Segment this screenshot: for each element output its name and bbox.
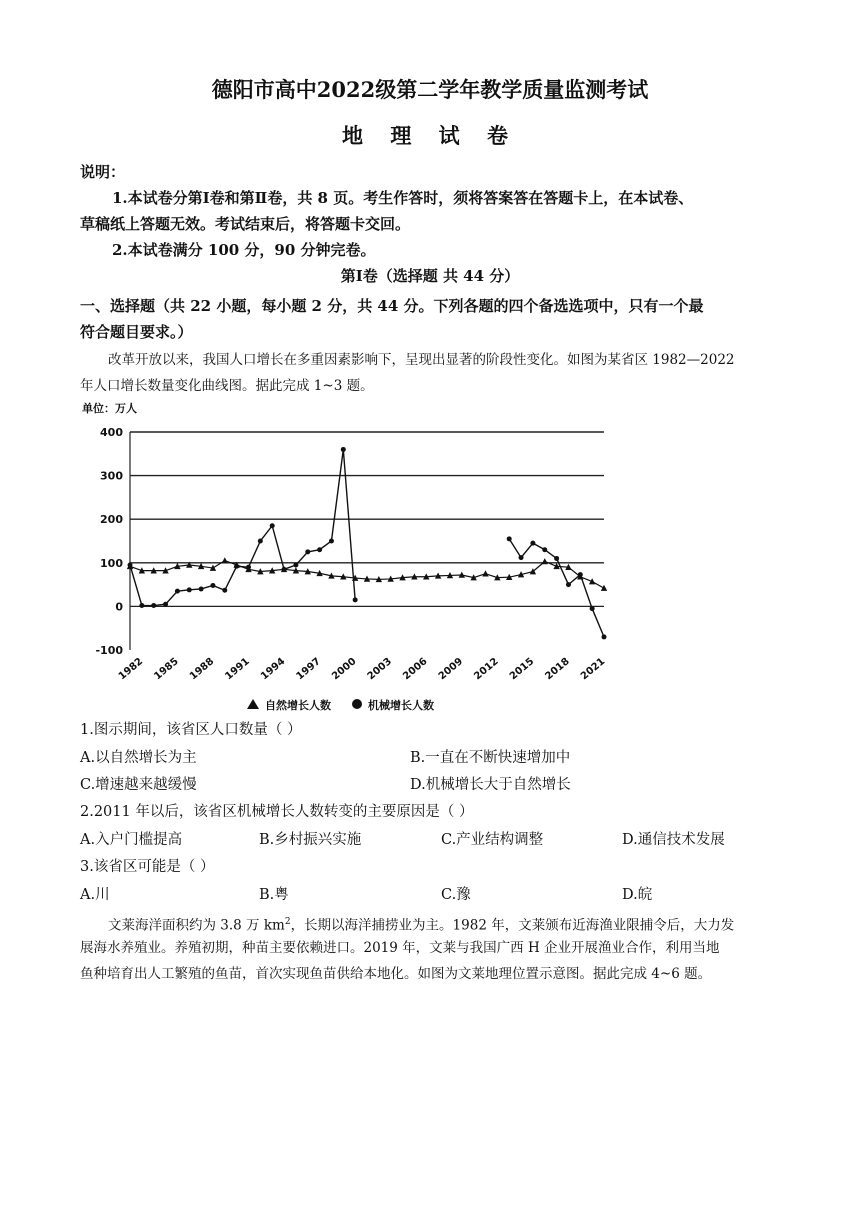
migration-growth-point (163, 602, 168, 607)
q2-option-c: C.产业结构调整 (441, 832, 544, 848)
q1-stem: 1.图示期间，该省区人口数量（ ） (80, 722, 302, 738)
passage-2-superscript: 2 (284, 917, 291, 927)
migration-growth-point (590, 606, 595, 611)
q1-option-b: B.一直在不断快速增加中 (410, 750, 571, 766)
natural-growth-point (222, 557, 228, 563)
question-header-line-1: 一、选择题（共 22 小题，每小题 2 分，共 44 分。下列各题的四个备选选项中，只有一个最 (80, 297, 704, 315)
q2-stem: 2.2011 年以后，该省区机械增长人数转变的主要原因是（ ） (80, 804, 474, 820)
instruction-line-2: 草稿纸上答题无效。考试结束后，将答题卡交回。 (80, 215, 411, 233)
legend-triangle-marker (247, 699, 259, 709)
x-tick-label: 2012 (472, 655, 501, 683)
x-tick-label: 2018 (543, 655, 572, 683)
migration-growth-point (151, 603, 156, 608)
x-tick-label: 1994 (258, 655, 288, 683)
x-tick-label: 1988 (187, 655, 217, 683)
migration-growth-point (530, 541, 535, 546)
q3-option-a: A.川 (80, 887, 110, 903)
y-tick-label: 0 (115, 600, 123, 614)
population-growth-chart (78, 398, 618, 716)
migration-growth-point (187, 587, 192, 592)
passage-2-line-1-text: 文莱海洋面积约为 3.8 万 km (108, 917, 285, 934)
passage-1-line-1: 改革开放以来，我国人口增长在多重因素影响下，呈现出显著的阶段性变化。如图为某省区 1982—2022 (108, 352, 735, 368)
migration-growth-point (353, 597, 358, 602)
migration-growth-point (199, 586, 204, 591)
y-tick-label: 200 (100, 513, 123, 527)
legend-circle-marker (352, 699, 362, 709)
migration-growth-point (139, 603, 144, 608)
exam-subject: 地 理 试 卷 (342, 123, 518, 148)
natural-growth-point (542, 558, 548, 564)
natural-growth-point (601, 585, 607, 591)
passage-2-line-1 (108, 912, 813, 936)
x-tick-label: 2009 (436, 655, 466, 683)
instruction-line-3: 2.本试卷满分 100 分，90 分钟完卷。 (112, 241, 376, 259)
q3-option-d: D.皖 (622, 887, 653, 903)
migration-growth-point (519, 555, 524, 560)
q1-option-d: D.机械增长大于自然增长 (410, 777, 571, 793)
passage-1-line-2: 年人口增长数量变化曲线图。据此完成 1~3 题。 (80, 378, 374, 394)
exam-title: 德阳市高中2022级第二学年教学质量监测考试 (211, 77, 649, 102)
migration-growth-point (175, 589, 180, 594)
migration-growth-point (270, 523, 275, 528)
section-title: 第Ⅰ卷（选择题 共 44 分） (340, 267, 520, 285)
legend-natural-growth-label: 自然增长人数 (265, 699, 331, 712)
q2-option-b: B.乡村振兴实施 (259, 832, 362, 848)
migration-growth-point (258, 539, 263, 544)
instructions-label: 说明： (80, 163, 126, 181)
migration-growth-point (222, 588, 227, 593)
q3-option-b: B.粤 (259, 887, 289, 903)
y-tick-label: 300 (100, 469, 123, 483)
passage-2-line-2: 展海水养殖业。养殖初期，种苗主要依赖进口。2019 年，文莱与我国广西 H 企业开展渔业合作，利用当地 (80, 940, 720, 956)
migration-growth-point (542, 547, 547, 552)
x-tick-label: 1985 (152, 655, 181, 683)
x-tick-label: 1982 (116, 655, 146, 683)
x-tick-label: 2021 (578, 655, 608, 683)
q1-option-a: A.以自然增长为主 (80, 750, 197, 766)
natural-growth-point (482, 570, 488, 576)
migration-growth-line (509, 539, 604, 637)
passage-2-line-1-rest: ，长期以海洋捕捞业为主。1982 年，文莱颁布近海渔业限捕令后，大力发 (290, 917, 735, 934)
instruction-line-1: 1.本试卷分第Ⅰ卷和第Ⅱ卷，共 8 页。考生作答时，须将答案答在答题卡上，在本试卷、 (112, 189, 694, 207)
x-tick-label: 2000 (330, 655, 359, 683)
migration-growth-point (210, 583, 215, 588)
x-tick-label: 2015 (507, 655, 537, 683)
q2-option-a: A.入户门槛提高 (80, 832, 183, 848)
q3-option-c: C.豫 (441, 887, 471, 903)
migration-growth-point (317, 547, 322, 552)
q3-stem: 3.该省区可能是（ ） (80, 859, 215, 875)
y-tick-label: 400 (100, 426, 123, 439)
legend-migration-growth-label: 机械增长人数 (368, 699, 434, 712)
migration-growth-point (554, 556, 559, 561)
migration-growth-point (507, 536, 512, 541)
migration-growth-point (341, 447, 346, 452)
migration-growth-point (329, 539, 334, 544)
migration-growth-point (305, 549, 310, 554)
q2-option-d: D.通信技术发展 (622, 832, 725, 848)
migration-growth-line (130, 449, 355, 605)
migration-growth-point (293, 562, 298, 567)
migration-growth-point (566, 582, 571, 587)
y-tick-label: -100 (95, 644, 123, 657)
x-tick-label: 2006 (401, 655, 430, 683)
chart-unit-label: 单位：万人 (82, 402, 137, 415)
x-tick-label: 2003 (365, 655, 395, 683)
migration-growth-point (602, 634, 607, 639)
x-tick-label: 1991 (223, 655, 252, 683)
passage-2-line-3: 鱼种培育出人工繁殖的鱼苗，首次实现鱼苗供给本地化。如图为文莱地理位置示意图。据此完成 4~6 题。 (80, 966, 712, 982)
y-tick-label: 100 (100, 556, 123, 570)
question-header-line-2: 符合题目要求。） (80, 323, 193, 341)
x-tick-label: 1997 (294, 655, 323, 683)
q1-option-c: C.增速越来越缓慢 (80, 777, 197, 793)
